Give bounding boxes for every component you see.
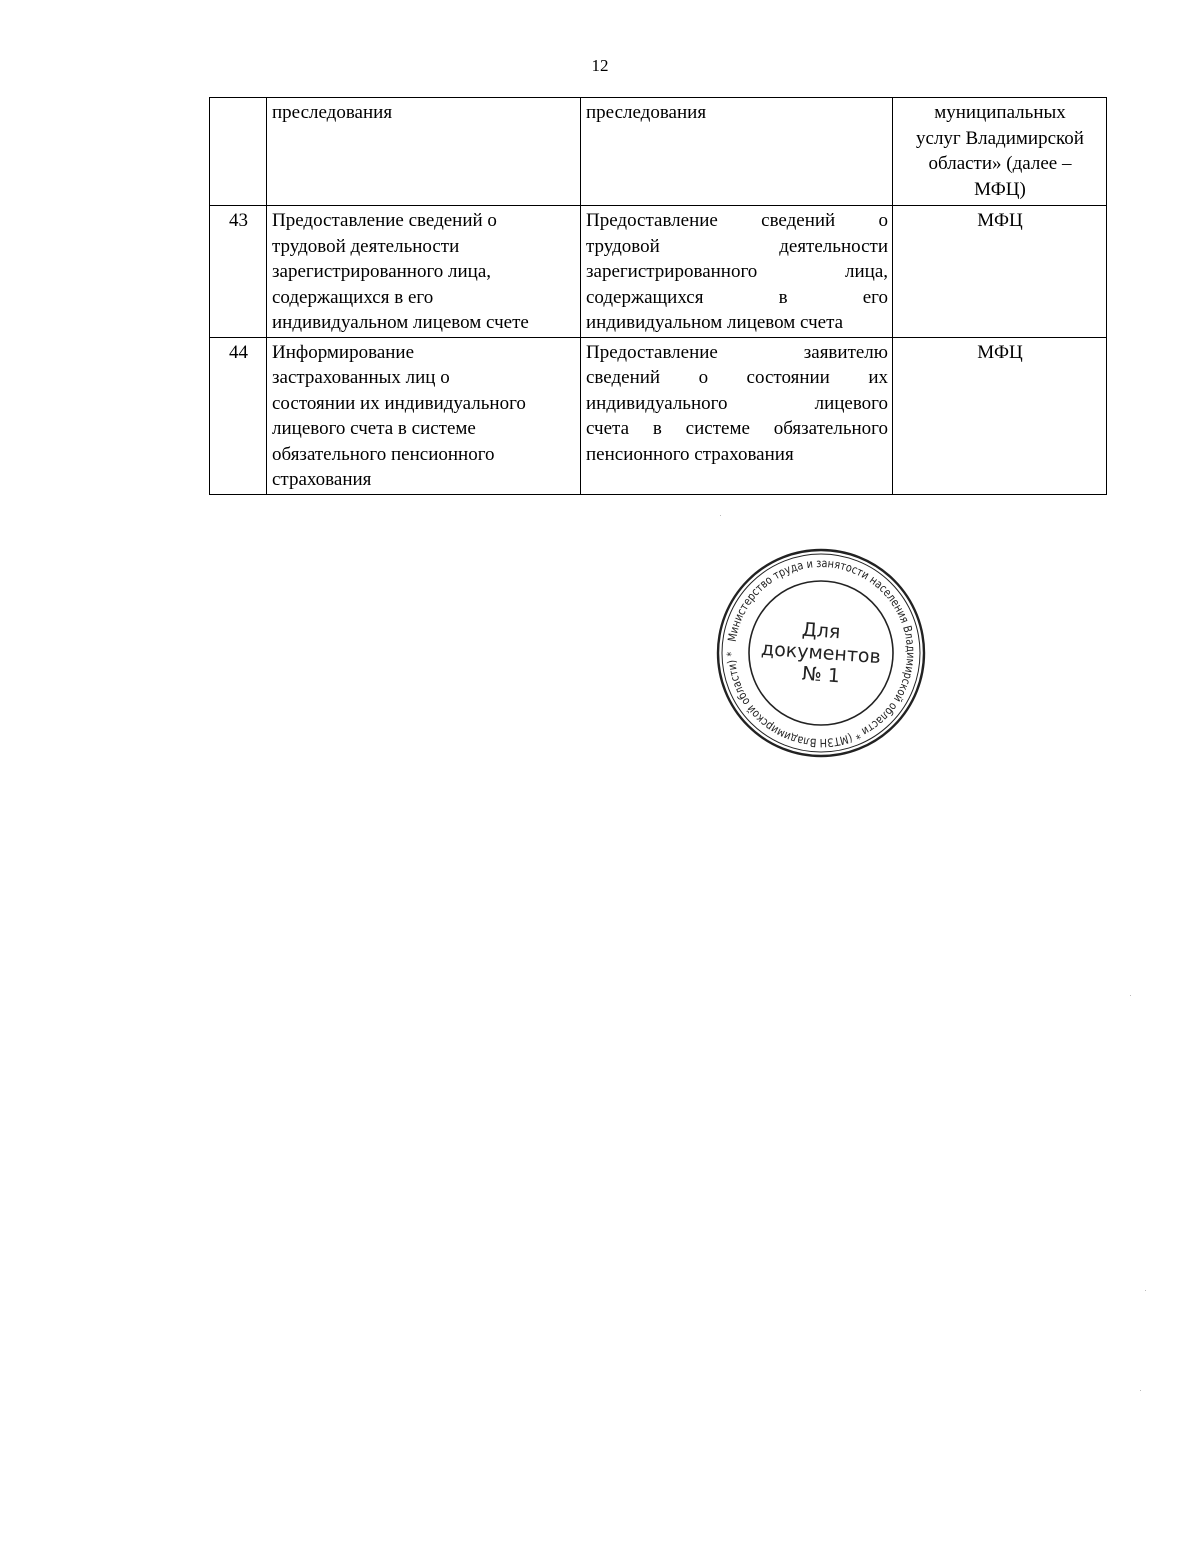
seal-ring-text: Министерство труда и занятости населения Владимирской области * (МТЗН Владимирской области) * <box>723 555 919 751</box>
services-table <box>209 97 1107 495</box>
service-description-cell: Предоставление сведений о трудовой деятельности зарегистрированного лица, содержащихся в его индивидуальном лицевом счета <box>581 206 893 338</box>
table-row <box>210 206 1107 338</box>
service-description-cell: преследования <box>581 98 893 206</box>
scan-speck <box>1130 995 1131 996</box>
provider-cell: муниципальных услуг Владимирской области» (далее – МФЦ) <box>893 98 1107 206</box>
scan-speck <box>720 515 721 516</box>
row-number: 43 <box>210 206 267 338</box>
row-number: 44 <box>210 337 267 494</box>
scan-speck <box>1140 1390 1141 1391</box>
scan-speck <box>1145 1290 1146 1291</box>
page-number: 12 <box>591 56 609 75</box>
service-name-cell: преследования <box>267 98 581 206</box>
service-name-cell: Предоставление сведений о трудовой деятельности зарегистрированного лица, содержащихся в его индивидуальном лицевом счете <box>267 206 581 338</box>
table-row <box>210 337 1107 494</box>
table-row <box>210 98 1107 206</box>
official-seal-stamp <box>716 548 926 758</box>
service-name-cell: Информирование застрахованных лиц о состоянии их индивидуального лицевого счета в системе обязательного пенсионного страхования <box>267 337 581 494</box>
row-number <box>210 98 267 206</box>
provider-cell: МФЦ <box>893 337 1107 494</box>
provider-cell: МФЦ <box>893 206 1107 338</box>
service-description-cell: Предоставление заявителю сведений о состоянии их индивидуального лицевого счета в системе обязательного пенсионного страхования <box>581 337 893 494</box>
seal-center-text: Для документов № 1 <box>760 618 882 688</box>
